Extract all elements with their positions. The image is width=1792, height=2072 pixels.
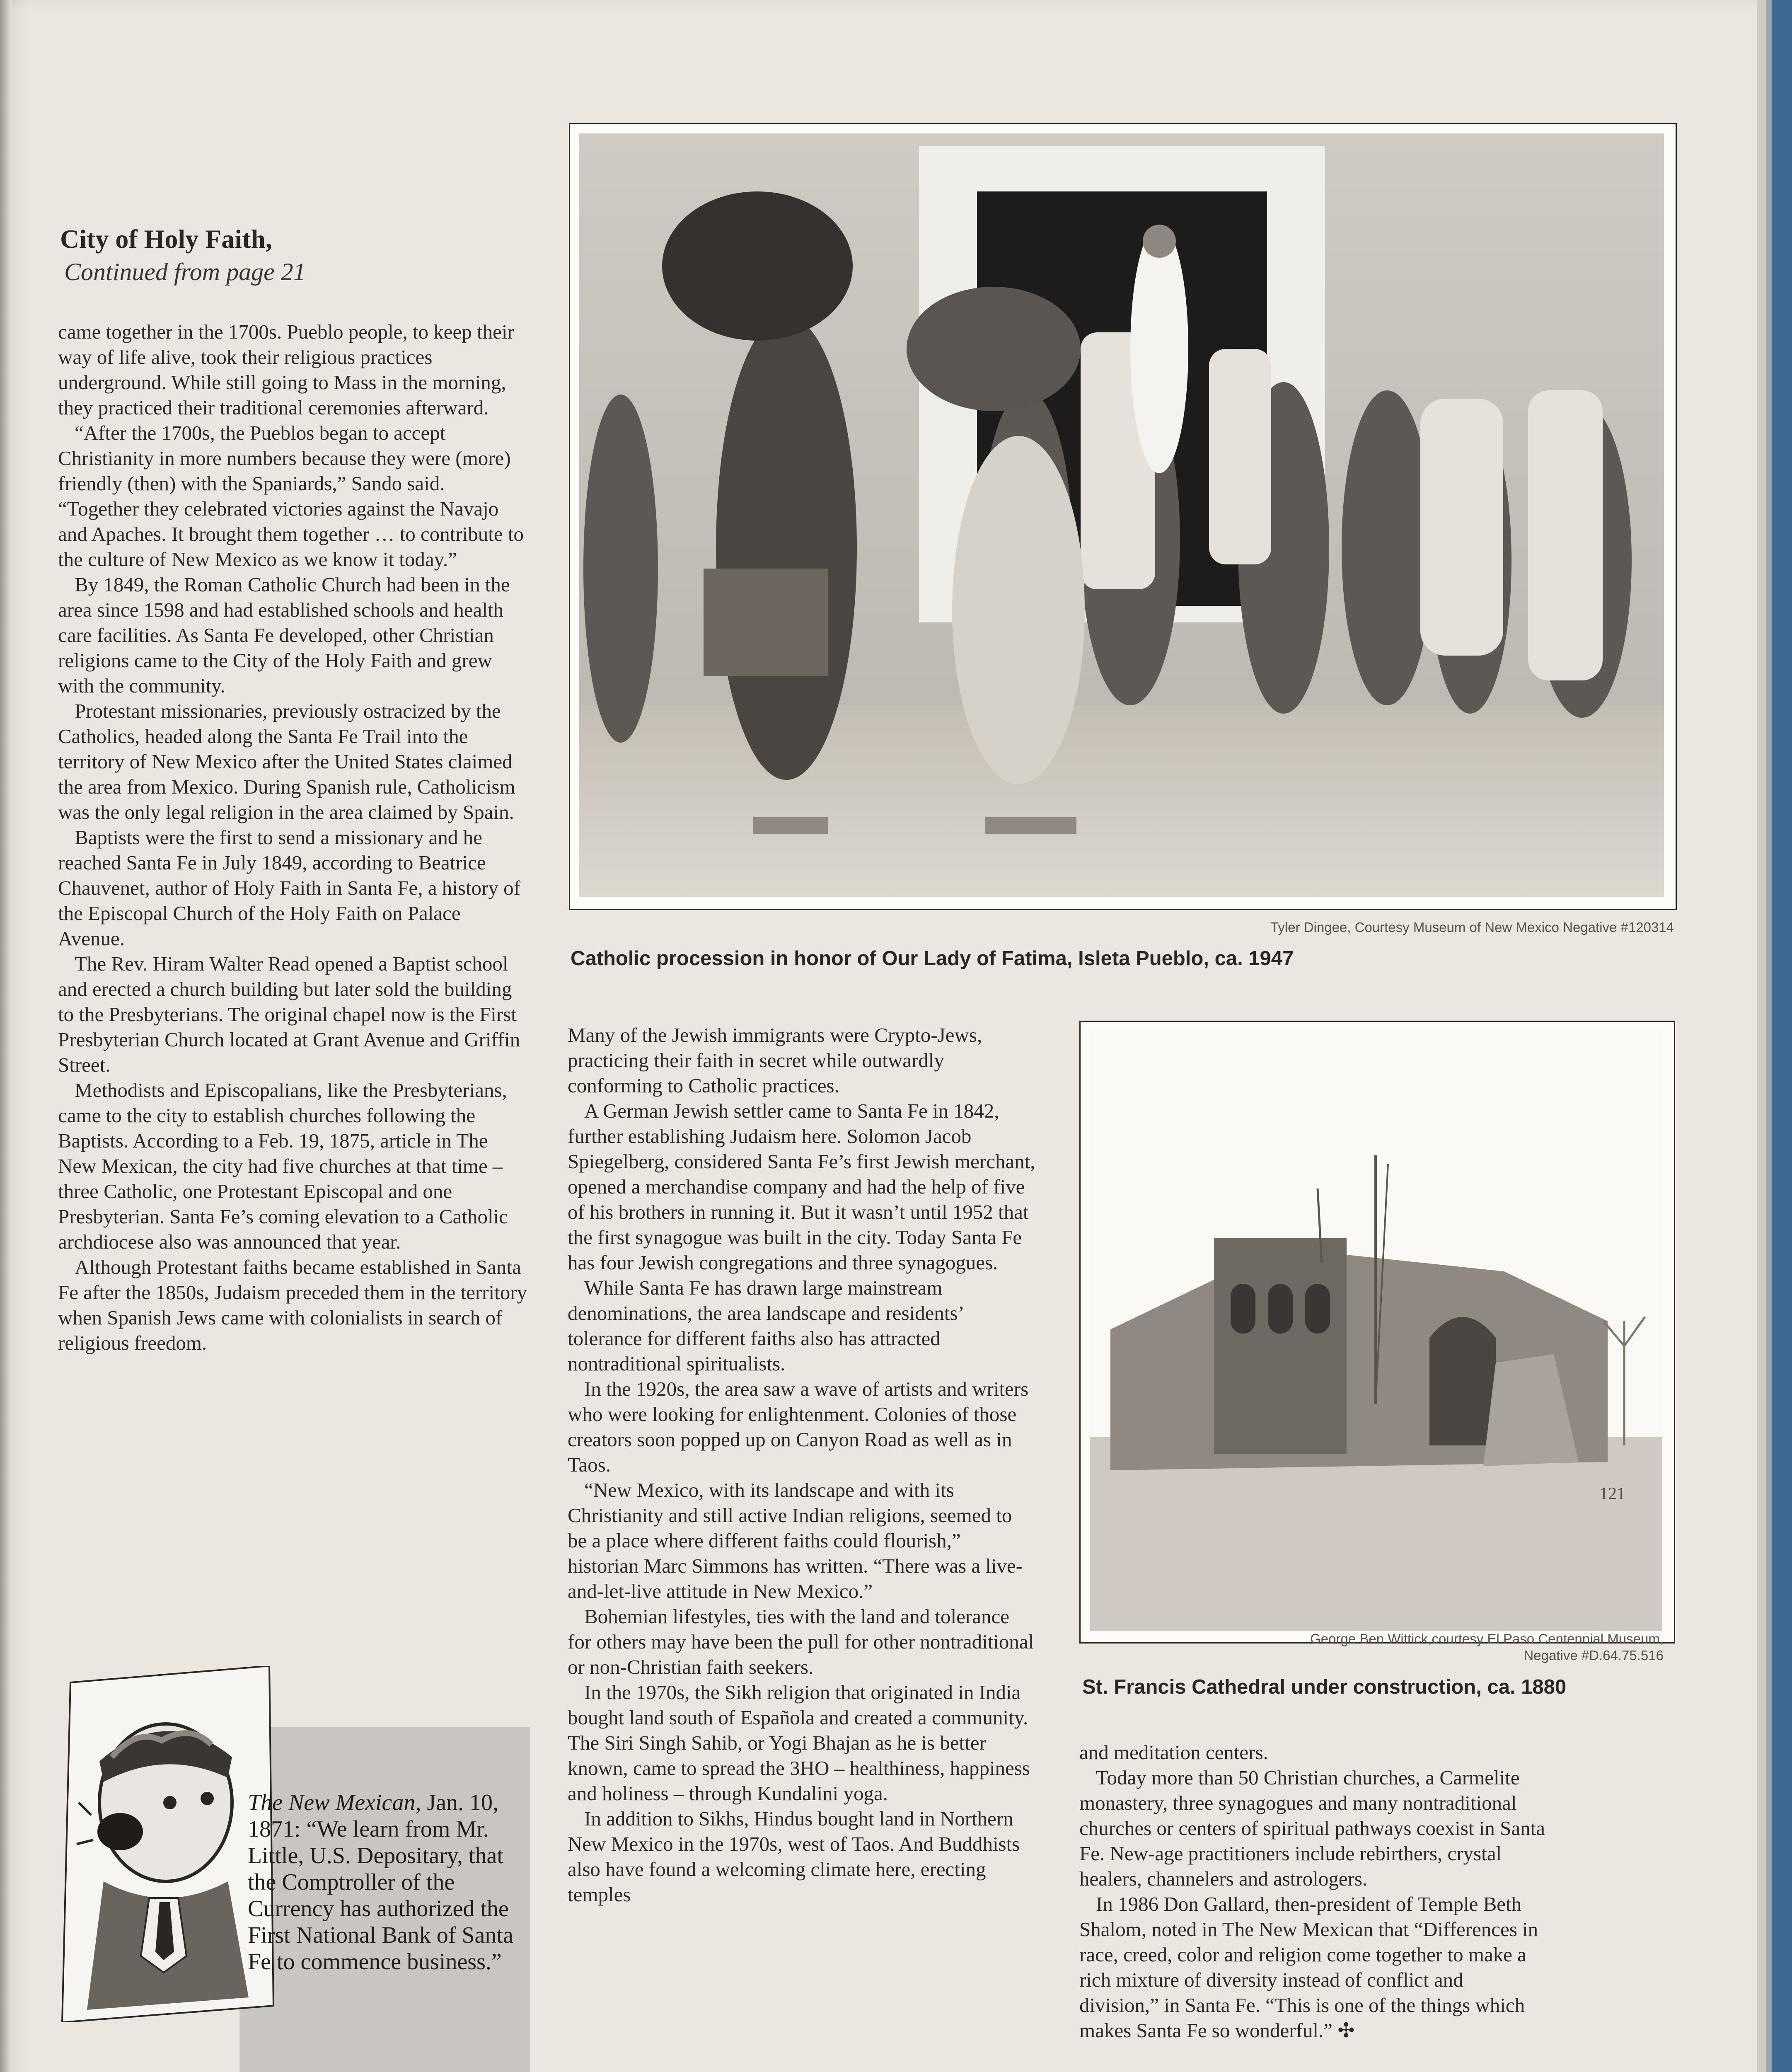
paragraph: Many of the Jewish immigrants were Crypto-Jews, practicing their faith in secret while outwardly conforming to Catholic practices.: [568, 1024, 982, 1097]
paragraph: Although Protestant faiths became established in Santa Fe after the 1850s, Judaism preceded them in the territory when Spanish Jews came with colonialists in search of religious freedom.: [58, 1256, 527, 1354]
quote-body: Jan. 10, 1871: “We learn from Mr. Little, U.S. Depositary, that the Comptroller of the Currency has authorized the First National Bank of Santa Fe to commence business.”: [248, 1790, 513, 1975]
photo-caption: Catholic procession in honor of Our Lady of Fatima, Isleta Pueblo, ca. 1947: [571, 947, 1294, 970]
photo-annotation: 121: [1599, 1484, 1625, 1503]
paragraph: Methodists and Episcopalians, like the Presbyterians, came to the city to establish churches following the Baptists. According to a Feb. 19, 1875, article in The New Mexican, the city had five churches at that time – three Catholic, one Protestant Episcopal and one Presbyterian. Santa Fe’s coming elevation to a Catholic archdiocese also was announced that year.: [58, 1079, 508, 1253]
text-column-3: [1079, 1740, 1548, 2043]
paragraph: “After the 1700s, the Pueblos began to accept Christianity in more numbers because they were (more) friendly (then) with the Spaniards,” Sando said. “Together they celebrated victories against the Navajo and Apaches. It brought them together … to contribute to the culture of New Mexico as we know it today.”: [58, 421, 524, 571]
paragraph: In addition to Sikhs, Hindus bought land in Northern New Mexico in the 1970s, west of Taos. And Buddhists also have found a welcoming climate here, erecting temples: [568, 1807, 1020, 1906]
paragraph: came together in the 1700s. Pueblo people, to keep their way of life alive, took their religious practices underground. While still going to Mass in the morning, they practiced their traditional ceremonies afterward.: [58, 320, 514, 419]
paragraph: “New Mexico, with its landscape and with its Christianity and still active Indian religions, seemed to be a place where different faiths could flourish,” historian Marc Simmons has written. “There was a live-and-let-live attitude in New Mexico.”: [568, 1479, 1023, 1602]
text-column-2: [568, 1022, 1036, 1907]
photo-credit-line: George Ben Wittick,courtesy El Paso Centennial Museum,: [1310, 1631, 1664, 1646]
paragraph: While Santa Fe has drawn large mainstream denominations, the area landscape and residents’ tolerance for different faiths also has attracted nontraditional spiritualists.: [568, 1276, 963, 1375]
paragraph: Today more than 50 Christian churches, a Carmelite monastery, three synagogues and many nontraditional churches or centers of spiritual pathways coexist in Santa Fe. New-age practitioners include rebirthers, crystal healers, channelers and astrologers.: [1079, 1766, 1545, 1890]
photo-credit: Tyler Dingee, Courtesy Museum of New Mexico Negative #120314: [1270, 920, 1674, 935]
text-column-1: [58, 319, 530, 1356]
photo-credit-line: Negative #D.64.75.516: [1524, 1648, 1664, 1663]
paragraph: and meditation centers.: [1079, 1741, 1268, 1764]
procession-photo-image: [579, 133, 1664, 897]
quote-source: The New Mexican,: [248, 1790, 421, 1815]
article-title: City of Holy Faith,: [60, 224, 272, 254]
paragraph: Bohemian lifestyles, ties with the land and tolerance for others may have been the pull for other nontraditional or non-Christian faith seekers.: [568, 1605, 1034, 1678]
paragraph: In the 1970s, the Sikh religion that originated in India bought land south of Española and created a community. The Siri Singh Sahib, or Yogi Bhajan as he is better known, came to spread the 3HO – healthiness, happiness and holiness – through Kundalini yoga.: [568, 1681, 1030, 1805]
paragraph: In 1986 Don Gallard, then-president of Temple Beth Shalom, noted in The New Mexican that “Differences in race, creed, color and religion come together to make a rich mixture of diversity instead of conflict and division,” in Santa Fe. “This is one of the things which makes Santa Fe so wonderful.” ✣: [1079, 1893, 1538, 2042]
photo-procession: [569, 123, 1677, 910]
page-edge-shadow: [1766, 0, 1772, 2072]
paragraph: By 1849, the Roman Catholic Church had been in the area since 1598 and had established schools and health care facilities. As Santa Fe developed, other Christian religions came to the City of the Holy Faith and grew with the community.: [58, 573, 510, 697]
page-edge: [1757, 0, 1766, 2072]
paragraph: In the 1920s, the area saw a wave of artists and writers who were looking for enlightenment. Colonies of those creators soon popped up on Canyon Road as well as in Taos.: [568, 1377, 1029, 1476]
paragraph: Baptists were the first to send a missionary and he reached Santa Fe in July 1849, according to Beatrice Chauvenet, author of Holy Faith in Santa Fe, a history of the Episcopal Church of the Holy Faith on Palace Avenue.: [58, 826, 520, 950]
paragraph: Protestant missionaries, previously ostracized by the Catholics, headed along the Santa Fe Trail into the territory of New Mexico after the United States claimed the area from Mexico. During Spanish rule, Catholicism was the only legal religion in the area claimed by Spain.: [58, 700, 515, 823]
paragraph: The Rev. Hiram Walter Read opened a Baptist school and erected a church building but later sold the building to the Presbyterians. The original chapel now is the First Presbyterian Church located at Grant Avenue and Griffin Street.: [58, 952, 520, 1076]
cathedral-photo-image: [1090, 1031, 1662, 1631]
photo-cathedral: [1079, 1021, 1675, 1644]
continued-note: Continued from page 21: [64, 258, 306, 286]
photo-caption: St. Francis Cathedral under construction, ca. 1880: [1082, 1676, 1567, 1698]
paragraph: A German Jewish settler came to Santa Fe in 1842, further establishing Judaism here. Solomon Jacob Spiegelberg, considered Santa Fe’s first Jewish merchant, opened a merchandise company and had the help of five of his brothers in running it. But it wasn’t until 1952 that the first synagogue was built in the city. Today Santa Fe has four Jewish congregations and three synagogues.: [568, 1099, 1035, 1274]
photo-credit: [1079, 1631, 1664, 1664]
background-border: [1772, 0, 1792, 2072]
binding-gutter: [0, 0, 12, 2072]
sidebar-quote: [248, 1789, 517, 1975]
